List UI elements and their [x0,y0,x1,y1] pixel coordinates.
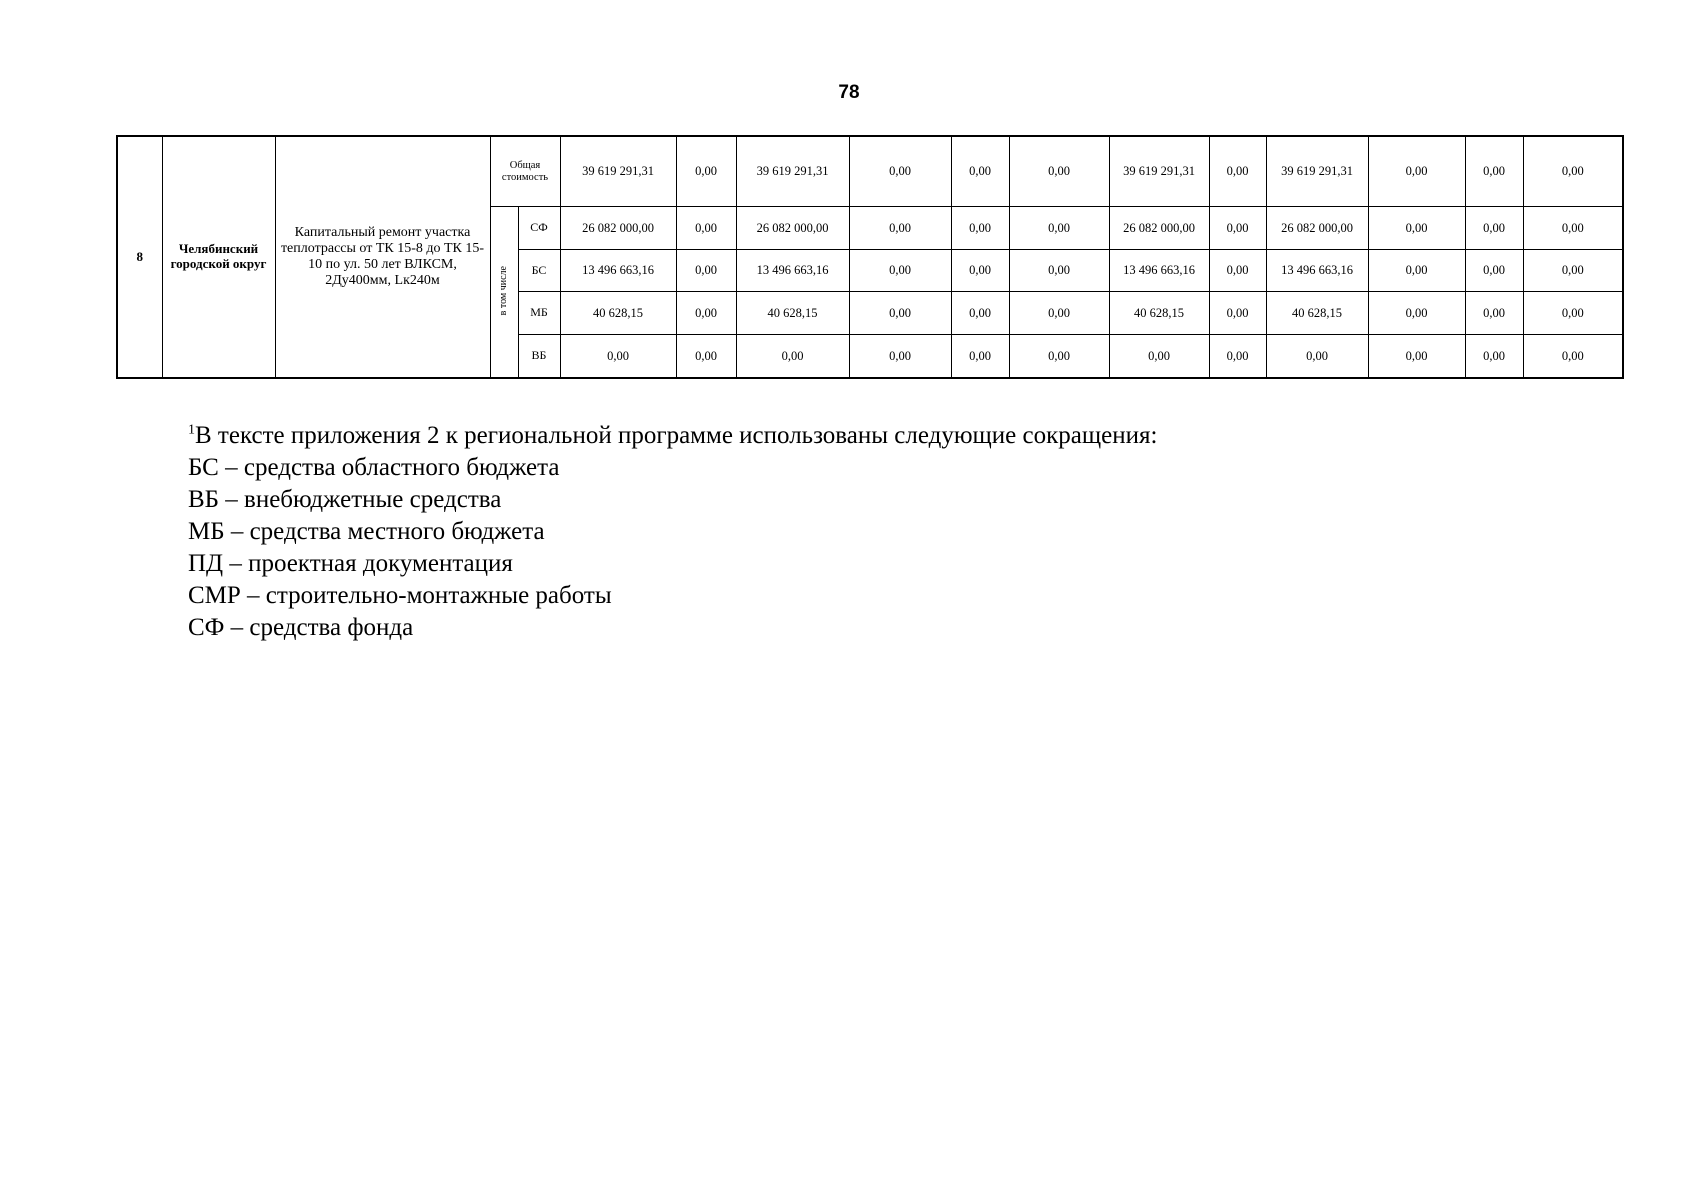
abbreviations-footnote [188,420,1157,644]
value-cell: 26 082 000,00 [560,207,676,249]
value-cell: 0,00 [676,292,736,334]
total-cost-label: Общая стоимость [490,136,560,207]
value-cell: 0,00 [1368,207,1465,249]
value-cell: 0,00 [1523,136,1623,207]
abbreviation-line: ВБ – внебюджетные средства [188,486,502,513]
value-cell: 0,00 [1109,334,1209,378]
abbreviation-line: ПД – проектная документация [188,550,513,577]
value-cell: 13 496 663,16 [560,249,676,291]
value-cell: 40 628,15 [1109,292,1209,334]
value-cell: 0,00 [1009,207,1109,249]
value-cell: 0,00 [1368,292,1465,334]
value-cell: 0,00 [1009,292,1109,334]
value-cell: 0,00 [1523,249,1623,291]
value-cell: 0,00 [1465,207,1523,249]
source-label: МБ [518,292,560,334]
value-cell: 0,00 [1523,207,1623,249]
abbreviation-line: СМР – строительно-монтажные работы [188,582,612,609]
value-cell: 39 619 291,31 [736,136,849,207]
value-cell: 13 496 663,16 [1266,249,1368,291]
abbreviation-line: МБ – средства местного бюджета [188,518,545,545]
value-cell: 0,00 [1368,249,1465,291]
footnote-marker: 1 [188,422,195,438]
object-description-cell: Капитальный ремонт участка теплотрассы от ТК 15-8 до ТК 15-10 по ул. 50 лет ВЛКСМ, 2Ду400мм, Lк240м [275,136,490,378]
value-cell: 26 082 000,00 [1266,207,1368,249]
value-cell: 39 619 291,31 [1109,136,1209,207]
including-label: в том числе [498,265,510,316]
value-cell: 0,00 [1009,334,1109,378]
value-cell: 0,00 [849,136,951,207]
value-cell: 39 619 291,31 [560,136,676,207]
value-cell: 0,00 [1465,292,1523,334]
value-cell: 0,00 [1209,334,1266,378]
value-cell: 0,00 [1009,249,1109,291]
value-cell: 0,00 [676,334,736,378]
value-cell: 0,00 [736,334,849,378]
district-cell: Челябинский городской округ [162,136,275,378]
value-cell: 40 628,15 [1266,292,1368,334]
value-cell: 40 628,15 [736,292,849,334]
abbreviation-line: БС – средства областного бюджета [188,454,560,481]
value-cell: 0,00 [1209,292,1266,334]
value-cell: 0,00 [1209,207,1266,249]
value-cell: 0,00 [951,136,1009,207]
value-cell: 0,00 [951,207,1009,249]
table-row-total [117,136,1623,207]
footnote-intro: В тексте приложения 2 к региональной программе использованы следующие сокращения: [195,422,1158,449]
value-cell: 0,00 [1209,136,1266,207]
value-cell: 0,00 [849,249,951,291]
value-cell: 0,00 [1266,334,1368,378]
row-number-cell: 8 [117,136,162,378]
value-cell: 0,00 [1368,136,1465,207]
footnote-intro-line [188,420,1157,452]
page-number: 78 [838,82,860,103]
value-cell: 0,00 [1368,334,1465,378]
value-cell: 0,00 [1523,334,1623,378]
value-cell: 0,00 [1209,249,1266,291]
value-cell: 0,00 [849,334,951,378]
value-cell: 0,00 [951,292,1009,334]
value-cell: 0,00 [951,249,1009,291]
value-cell: 0,00 [849,292,951,334]
value-cell: 26 082 000,00 [736,207,849,249]
source-label: БС [518,249,560,291]
value-cell: 0,00 [1009,136,1109,207]
source-label: СФ [518,207,560,249]
value-cell: 40 628,15 [560,292,676,334]
funding-table [116,135,1624,379]
including-label-cell [490,207,518,378]
abbreviation-line: СФ – средства фонда [188,614,414,641]
value-cell: 13 496 663,16 [1109,249,1209,291]
value-cell: 0,00 [1465,249,1523,291]
source-label: ВБ [518,334,560,378]
value-cell: 0,00 [676,136,736,207]
value-cell: 0,00 [1523,292,1623,334]
value-cell: 0,00 [1465,334,1523,378]
value-cell: 13 496 663,16 [736,249,849,291]
value-cell: 39 619 291,31 [1266,136,1368,207]
value-cell: 0,00 [676,207,736,249]
value-cell: 0,00 [676,249,736,291]
value-cell: 0,00 [1465,136,1523,207]
value-cell: 0,00 [560,334,676,378]
value-cell: 0,00 [951,334,1009,378]
value-cell: 26 082 000,00 [1109,207,1209,249]
value-cell: 0,00 [849,207,951,249]
